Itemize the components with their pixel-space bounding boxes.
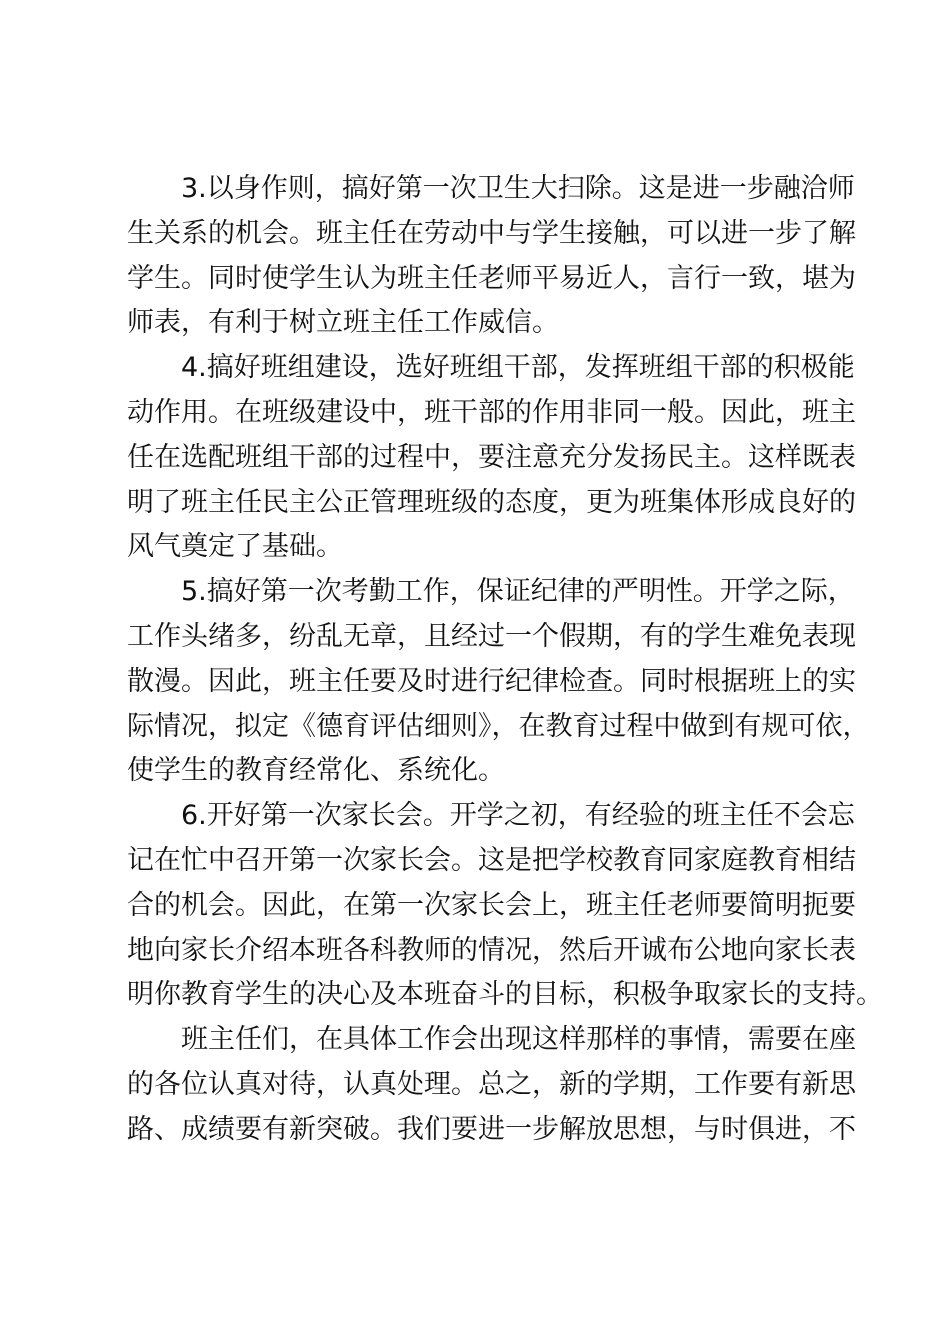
closing-paragraph-line-1: 班主任们，在具体工作会出现这样那样的事情，需要在座	[181, 1024, 856, 1056]
paragraph-4-line-2: 动作用。在班级建设中，班干部的作用非同一般。因此，班主	[127, 396, 856, 428]
paragraph-3-line-2: 生关系的机会。班主任在劳动中与学生接触，可以进一步了解	[127, 217, 856, 249]
closing-paragraph-line-3: 路、成绩要有新突破。我们要进一步解放思想，与时俱进，不	[127, 1113, 856, 1145]
paragraph-6-line-5: 明你教育学生的决心及本班奋斗的目标，积极争取家长的支持。	[127, 979, 883, 1011]
paragraph-4-line-4: 明了班主任民主公正管理班级的态度，更为班集体形成良好的	[127, 486, 856, 518]
paragraph-5-line-1: 5.搞好第一次考勤工作，保证纪律的严明性。开学之际，	[181, 576, 855, 608]
paragraph-6-line-2: 记在忙中召开第一次家长会。这是把学校教育同家庭教育相结	[127, 844, 856, 876]
paragraph-5-line-5: 使学生的教育经常化、系统化。	[127, 755, 505, 787]
closing-paragraph-line-2: 的各位认真对待，认真处理。总之，新的学期，工作要有新思	[127, 1068, 856, 1100]
document-body	[127, 167, 883, 1153]
paragraph-6-line-3: 合的机会。因此，在第一次家长会上，班主任老师要简明扼要	[127, 889, 856, 921]
paragraph-3-line-1: 3.以身作则，搞好第一次卫生大扫除。这是进一步融洽师	[181, 173, 855, 204]
paragraph-3-line-4: 师表，有利于树立班主任工作威信。	[127, 307, 559, 339]
paragraph-6-line-1: 6.开好第一次家长会。开学之初，有经验的班主任不会忘	[181, 800, 855, 832]
paragraph-4-line-1: 4.搞好班组建设，选好班组干部，发挥班组干部的积极能	[181, 352, 855, 384]
paragraph-5-line-2: 工作头绪多，纷乱无章，且经过一个假期，有的学生难免表现	[127, 620, 856, 652]
paragraph-5-line-3: 散漫。因此，班主任要及时进行纪律检查。同时根据班上的实	[127, 665, 856, 697]
paragraph-4-line-3: 任在选配班组干部的过程中，要注意充分发扬民主。这样既表	[127, 441, 856, 473]
paragraph-6-line-4: 地向家长介绍本班各科教师的情况，然后开诚布公地向家长表	[127, 934, 856, 966]
paragraph-4-line-5: 风气奠定了基础。	[127, 531, 343, 563]
paragraph-3-line-3: 学生。同时使学生认为班主任老师平易近人，言行一致，堪为	[127, 262, 856, 294]
paragraph-5-line-4: 际情况，拟定《德育评估细则》，在教育过程中做到有规可依，	[127, 710, 870, 742]
